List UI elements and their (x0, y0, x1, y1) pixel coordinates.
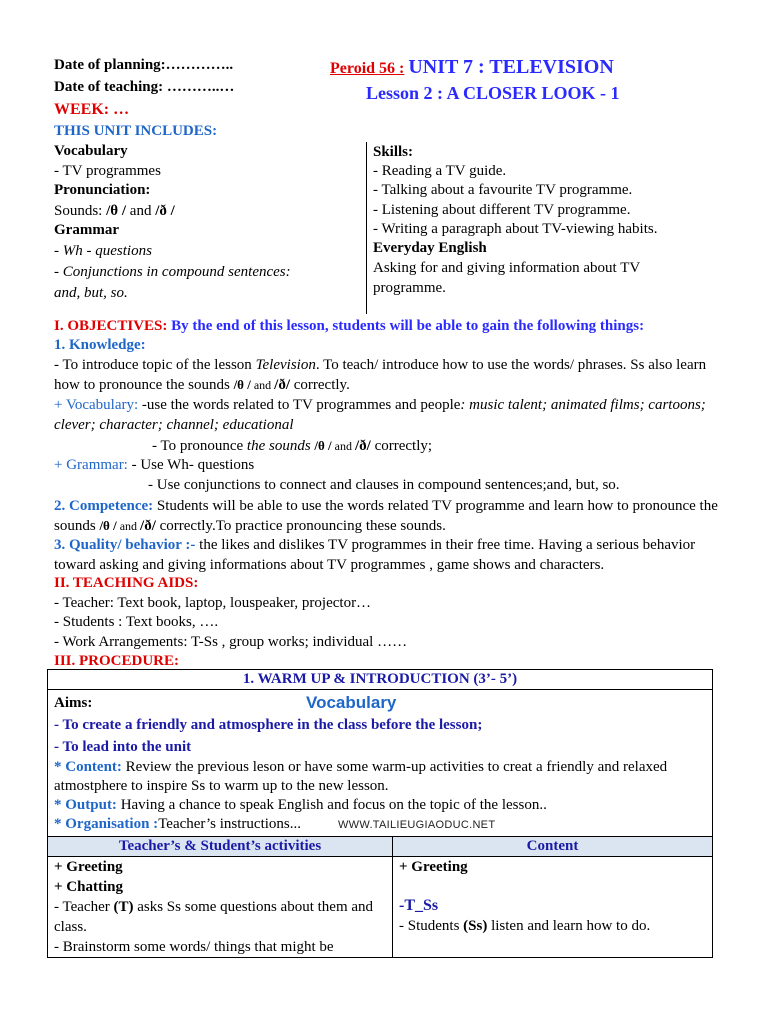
right-greeting: + Greeting (399, 859, 468, 875)
period-unit-line (330, 58, 614, 78)
right-students-listen (399, 916, 706, 936)
content-text (54, 758, 706, 796)
column-header-content: Content (393, 837, 713, 857)
unit-title: UNIT 7 : TELEVISION (408, 56, 614, 78)
knowledge-sound-th: /θ / (233, 377, 251, 392)
date-of-planning: Date of planning:………….. (54, 57, 234, 73)
content-body: Review the previous leson or have some warm-up activities to creat a friendly and relaxed atmostphere to inspire Ss to warm up to the new lesson. (54, 759, 668, 794)
watermark-text: WWW.TAILIEUGIAODUC.NET (338, 819, 496, 831)
aids-work-arrangements: - Work Arrangements: T-Ss , group works; individual …… (54, 634, 408, 650)
knowledge-text-a: - To introduce topic of the lesson (54, 357, 256, 373)
objectives-heading: I. OBJECTIVES: (54, 318, 168, 334)
organisation-label: * Organisation : (54, 816, 159, 832)
warmup-title: 1. WARM UP & INTRODUCTION (3’- 5’) (48, 670, 713, 690)
column-divider (366, 142, 367, 314)
pronounce-sound-dh: /ð/ (355, 438, 371, 454)
pronounce-sound-th: /θ / (314, 438, 332, 453)
vocabulary-objective-words: : music talent; animated films; cartoons; clever; character; channel; educational (54, 397, 706, 433)
quality-paragraph (54, 535, 720, 575)
vocabulary-objective-label: + Vocabulary: (54, 397, 139, 413)
grammar-item-conjunctions: - Conjunctions in compound sentences: (54, 264, 291, 280)
activities-left-cell (48, 857, 393, 958)
students-prefix: - Students (399, 918, 464, 934)
vocabulary-heading: Vocabulary (54, 143, 128, 159)
teacher-abbrev: (T) (113, 899, 134, 915)
grammar-heading: Grammar (54, 222, 119, 238)
grammar-objective-label: + Grammar: (54, 457, 128, 473)
everyday-english-line1: Asking for and giving information about TV (373, 260, 641, 276)
aim-lead-into-unit: - To lead into the unit (54, 739, 192, 755)
vocabulary-objective-text: -use the words related to TV programmes and people (138, 397, 461, 413)
output-body: Having a chance to speak English and focus on the topic of the lesson.. (116, 797, 547, 813)
aim-friendly-atmosphere: - To create a friendly and atmosphere in the class before the lesson; (54, 717, 483, 733)
left-greeting: + Greeting (54, 859, 123, 875)
column-header-activities: Teacher’s & Student’s activities (48, 837, 393, 857)
pronounce-objective (152, 436, 432, 456)
week-label: WEEK: … (54, 101, 130, 118)
competence-text-b: correctly.To practice pronouncing these sounds. (155, 518, 446, 534)
sounds-line (54, 202, 175, 221)
output-label: * Output: (54, 797, 117, 813)
vocabulary-item: - TV programmes (54, 163, 161, 179)
right-t-ss: -T_Ss (399, 897, 439, 914)
teacher-asks-text: asks Ss some questions about them and class. (54, 899, 374, 935)
students-abbrev: (Ss) (463, 918, 488, 934)
grammar-objective-text: - Use Wh- questions (127, 457, 255, 473)
activities-right-cell (393, 857, 713, 958)
output-text (54, 796, 706, 815)
skills-heading: Skills: (373, 144, 414, 160)
knowledge-topic: Television (255, 357, 316, 373)
sounds-prefix: Sounds: (54, 203, 107, 219)
knowledge-correctly: correctly. (290, 377, 350, 393)
sounds-and: and (126, 203, 156, 219)
aids-students: - Students : Text books, …. (54, 614, 219, 630)
competence-and: and (116, 519, 141, 533)
pronounce-end: correctly; (370, 438, 433, 454)
left-chatting: + Chatting (54, 879, 123, 895)
warmup-title-row (48, 670, 713, 690)
skill-listening: - Listening about different TV programme. (373, 202, 631, 218)
sound-th: /θ / (106, 203, 127, 219)
grammar-objective-2: - Use conjunctions to connect and clauses in compound sentences;and, but, so. (148, 477, 620, 493)
grammar-item-wh: - Wh - questions (54, 243, 152, 259)
activities-header-row (48, 837, 713, 857)
aids-teacher: - Teacher: Text book, laptop, louspeaker, projector… (54, 595, 372, 611)
teaching-aids-heading: II. TEACHING AIDS: (54, 575, 199, 591)
vocabulary-objective (54, 395, 720, 435)
pronounce-italic: the sounds (246, 438, 315, 454)
period-label: Peroid 56 : (330, 60, 405, 77)
left-brainstorm: - Brainstorm some words/ things that might be (54, 939, 334, 955)
everyday-english-heading: Everyday English (373, 240, 487, 256)
content-label: * Content: (54, 759, 122, 775)
left-teacher-asks (54, 897, 386, 937)
knowledge-heading: 1. Knowledge: (54, 337, 146, 353)
grammar-objective (54, 456, 254, 475)
unit-includes-heading: THIS UNIT INCLUDES: (54, 123, 218, 139)
warmup-details-cell (48, 690, 713, 837)
knowledge-text-b: . To teach/ introduce how to use the words/ phrases. Ss also learn how to pronounce the sounds (54, 357, 707, 393)
procedure-table (47, 669, 713, 958)
everyday-english-line2: programme. (373, 280, 446, 296)
warmup-details-row (48, 690, 713, 837)
competence-label: 2. Competence: (54, 498, 154, 514)
procedure-heading: III. PROCEDURE: (54, 653, 180, 669)
objectives-intro: By the end of this lesson, students will be able to gain the following things: (167, 318, 645, 334)
pronounce-text: - To pronounce (152, 438, 247, 454)
skill-reading: - Reading a TV guide. (373, 163, 507, 179)
knowledge-paragraph (54, 355, 720, 395)
teacher-prefix: - Teacher (54, 899, 114, 915)
competence-paragraph (54, 496, 720, 536)
date-of-teaching: Date of teaching: ………..… (54, 79, 235, 95)
pronounce-and: and (331, 439, 355, 453)
vocabulary-floating-label: Vocabulary (306, 693, 397, 712)
competence-sound-th: /θ / (99, 518, 117, 533)
knowledge-sound-dh: /ð/ (274, 377, 290, 393)
knowledge-and: and (250, 378, 275, 392)
sound-dh: /ð / (155, 203, 175, 219)
competence-sound-dh: /ð/ (140, 518, 156, 534)
organisation-body: Teacher’s instructions... (158, 816, 301, 832)
aims-label: Aims: (54, 695, 93, 711)
students-listen-text: listen and learn how to do. (487, 918, 651, 934)
competence-text-a: Students will be able to use the words related TV programme and learn how to pronounce the sounds (54, 498, 718, 534)
activities-row (48, 857, 713, 958)
grammar-item-and-but-so: and, but, so. (54, 285, 128, 301)
skill-writing: - Writing a paragraph about TV-viewing habits. (373, 221, 658, 237)
pronunciation-heading: Pronunciation: (54, 182, 151, 198)
skill-talking: - Talking about a favourite TV programme. (373, 182, 633, 198)
objectives-line (54, 317, 644, 336)
lesson-title: Lesson 2 : A CLOSER LOOK - 1 (366, 83, 620, 103)
quality-label: 3. Quality/ behavior :- (54, 537, 196, 553)
quality-text: the likes and dislikes TV programmes in their free time. Having a serious behavior toward asking and giving informations about TV programmes , game shows and characters. (54, 537, 696, 573)
